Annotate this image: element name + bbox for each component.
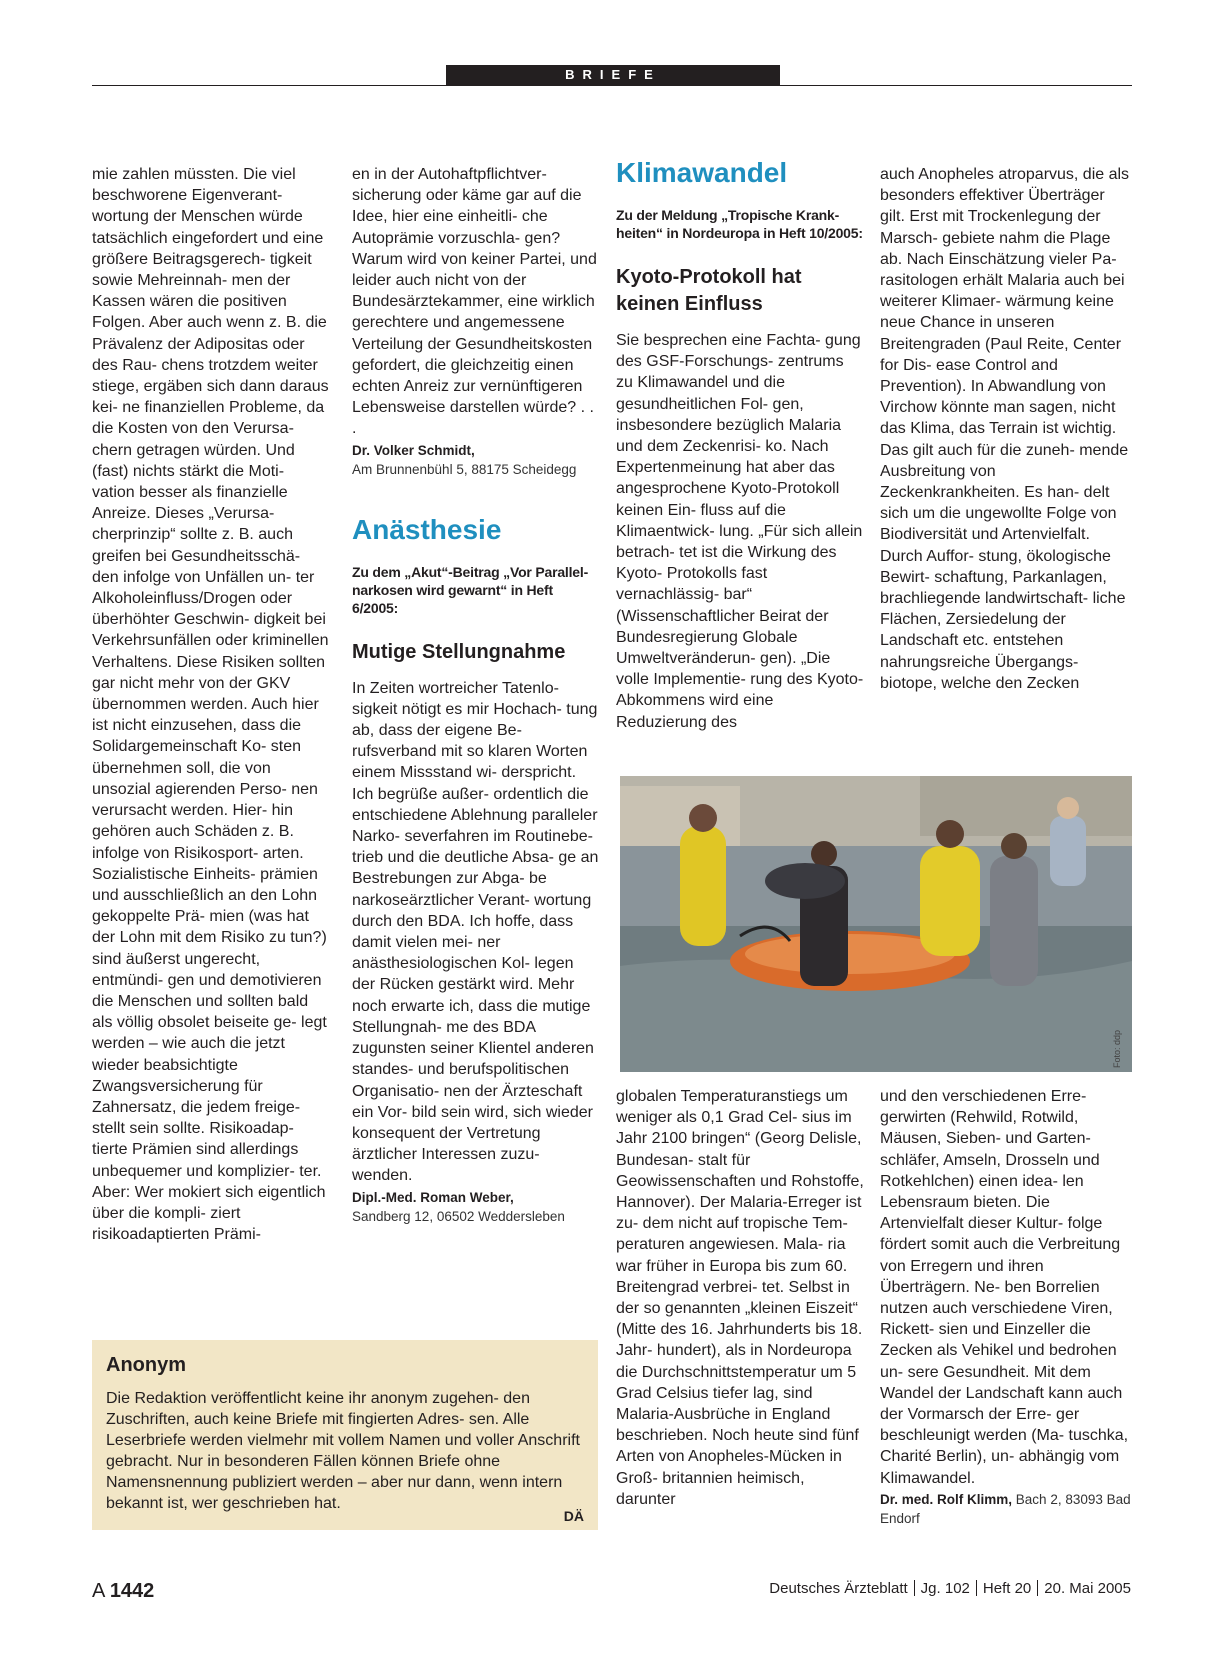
anonymous-notice-box [92,1340,598,1530]
author-signature [880,1490,1132,1528]
column-4 [880,164,1132,694]
reference-intro: Zu der Meldung „Tropische Krank- heiten“ in Nordeuropa in Heft 10/2005: [616,207,863,241]
section-label: BRIEFE [446,65,780,85]
author-address: Bach 2, 83093 Bad Endorf [880,1491,1131,1526]
author-address: Am Brunnenbühl 5, 88175 Scheidegg [352,461,577,477]
reference-intro: Zu dem „Akut“-Beitrag „Vor Parallel- narkosen wird gewarnt“ in Heft 6/2005: [352,563,589,616]
letter-text: globalen Temperaturanstiegs um weniger als 0,1 Grad Cel- sius im Jahr 2100 bringen“ (Georg Delisle, Bundesan- stalt für Geowissenschaften und Rohstoffe, Hannover). Der Malaria-Erreger ist zu- dem nicht auf tropische Tem- peraturen angewiesen. Mala- ria war früher in Europa bis zum 60. Breitengrad verbrei- tet. Selbst in der so genannten „kleinen Eiszeit“ (Mitte des 16. Jahrhunderts bis 18. Jahr- hundert), als in Nordeuropa die Durchschnittstemperatur um 5 Grad Celsius tiefer lag, sind Malaria-Ausbrüche in England beschrieben. Noch heute sind fünf Arten von Anopheles-Mücken in Groß- britannien heimisch, darunter [616,1088,864,1508]
letter-text: Sie besprechen eine Fachta- gung des GSF-Forschungs- zentrums zu Klimawandel und die gesundheitlichen Fol- gen, insbesondere bezüglich Malaria und dem Zeckenrisi- ko. Nach Expertenmeinung hat aber das angesprochene Kyoto-Protokoll keinen Ein- fluss auf die Klimaentwick- lung. „Für sich allein betrach- tet ist die Wirkung des Kyoto- Protokolls fast vernachlässig- bar“ (Wissenschaftlicher Beirat der Bundesregierung Globale Umweltveränderun- gen). „Die volle Implementie- rung des Kyoto-Abkommens wird eine Reduzierung des [616,332,864,731]
rubric-heading: Klimawandel [616,157,788,188]
column-1 [92,164,330,1245]
page-prefix: A [92,1580,105,1602]
separator [914,1580,915,1596]
letter-text: mie zahlen müssten. Die viel beschworene Eigenverant- wortung der Menschen würde tatsächlich eingefordert und eine größere Beitragsgerech- tigkeit sowie Mehreinnah- men der Kassen wären die positiven Folgen. Aber auch wenn z. B. die Prävalenz der Adipositas oder des Rau- chens trotzdem weiter stiege, ergäben sich dann daraus kei- ne finanziellen Probleme, da die Kosten von den Verursa- chern getragen würden. Und (fast) nichts stärkt die Moti- vation besser als finanzielle Anreize. Dieses „Verursa- cherprinzip“ sollte z. B. auch greifen bei Gesundheitsschä- den infolge von Unfällen un- ter Alkoholeinfluss/Drogen oder überhöhter Geschwin- digkeit bei Verkehrsunfällen oder kriminellen Verhaltens. Diese Risiken sollten gar nicht mehr von der GKV übernommen werden. Auch hier ist nicht einzusehen, dass die Solidargemeinschaft Ko- sten übernehmen soll, die von unsozial agierenden Perso- nen verursacht werden. Hier- hin gehören auch Schäden z. B. infolge von Risikosport- arten. Sozialistische Einheits- prämien und ausschließlich an den Lohn gekoppelte Prä- mien (was hat der Lohn mit dem Risiko zu tun?) sind äußerst ungerecht, entmündi- gen und demotivieren die Menschen und sollten bald als völlig obsolet beiseite ge- legt werden – wie auch die jetzt wieder beabsichtigte Zwangsversicherung für Zahnersatz, die jedem freige- stellt sein sollte. Risikoadap- tierte Prämien sind allerdings unbequemer und komplizier- ter. Aber: Wer mokiert sich eigentlich über die kompli- ziert risikoadaptierten Prämi- [92,166,329,1244]
journal-issue: Heft 20 [982,1580,1032,1597]
notice-signature: DÄ [563,1508,584,1524]
notice-text: Die Redaktion veröffentlicht keine ihr anonym zugehen- den Zuschriften, auch keine Briefe mit fingierten Adres- sen. Alle Leserbriefe werden vielmehr mit vollem Namen und voller Anschrift gebracht. Nur in besonderen Fällen können Briefe ohne Namensnennung publiziert werden – aber nur dann, wenn intern bekannt ist, wer geschrieben hat. [106,1390,580,1512]
separator [1037,1580,1038,1596]
letter-text: en in der Autohaftpflichtver- sicherung oder käme gar auf die Idee, hier eine einheitli- che Autoprämie vorzuschla- gen? Warum wird von keiner Partei, und leider auch nicht von der Bundesärztekammer, eine wirklich gerechtere und angemessene Verteilung der Gesundheitskosten gefordert, die gleichzeitig einen echten Anreiz zur vernünftigeren Lebensweise darstellen würde? . . . [352,166,597,438]
journal-volume: Jg. 102 [920,1580,970,1597]
letter-headline: Mutige Stellungnahme [352,640,566,663]
author-name: Dr. med. Rolf Klimm, [880,1491,1013,1507]
column-3-continued [616,1086,864,1510]
author-name: Dipl.-Med. Roman Weber, [352,1189,514,1205]
separator [976,1580,977,1596]
column-2 [352,164,600,1226]
journal-info [769,1580,1131,1597]
letter-text: In Zeiten wortreicher Tatenlo- sigkeit nötigt es mir Hochach- tung ab, dass der eigene Be- rufsverband mit so klaren Worten einem Missstand wi- derspricht. Ich begrüße außer- ordentlich die entschiedene Ablehnung paralleler Narko- severfahren im Routinebe- trieb und die deutliche Absa- ge an Bestrebungen zur Abga- be narkoseärztlicher Verant- wortung durch den BDA. Ich hoffe, dass damit vielen mei- ner anästhesiologischen Kol- legen der Rücken gestärkt wird. Mehr noch erwarte ich, dass die mutige Stellungnah- me des BDA zugunsten seiner Klientel anderen standes- und berufspolitischen Organisatio- nen der Ärzteschaft ein Vor- bild sein wird, sich wieder konsequent der Vertretung ärztlicher Interessen zuzu- wenden. [352,679,599,1185]
header-rule [92,85,1132,86]
page-number [92,1580,154,1603]
letter-text: auch Anopheles atroparvus, die als besonders effektiver Überträger gilt. Erst mit Trockenlegung der Marsch- gebiete nahm die Plage ab. Nach Einschätzung vieler Pa- rasitologen erhält Malaria auch bei weiterer Klimaer- wärmung keine neue Chance in unseren Breitengraden (Paul Reite, Center for Dis- ease Control and Prevention). In Abwandlung von Virchow könnte man sagen, nicht das Klima, das Terrain ist wichtig. Das gilt auch für die zuneh- mende Ausbreitung von Zeckenkrankheiten. Es han- delt sich um die ungewollte Folge von Biodiversität und Artenvielfalt. Durch Auffor- stung, ökologische Bewirt- schaftung, Parkanlagen, brachliegende landwirtschaft- liche Flächen, Zersiedelung der Landschaft etc. entstehen nahrungsreiche Übergangs- biotope, welche den Zecken [880,166,1130,692]
notice-title: Anonym [106,1354,186,1376]
column-4-continued [880,1086,1132,1528]
flood-photo [620,776,1132,1072]
rubric-heading: Anästhesie [352,513,502,545]
journal-date: 20. Mai 2005 [1044,1580,1131,1597]
column-3 [616,156,864,733]
author-name: Dr. Volker Schmidt, [352,442,475,458]
author-address: Sandberg 12, 06502 Weddersleben [352,1208,565,1224]
page-number-value: 1442 [109,1580,155,1602]
photo-credit: Foto: ddp [1112,1029,1122,1068]
letter-headline: Kyoto-Protokoll hat keinen Einfluss [616,266,802,315]
journal-name: Deutsches Ärzteblatt [769,1580,908,1597]
letter-text: und den verschiedenen Erre- gerwirten (Rehwild, Rotwild, Mäusen, Sieben- und Garten- schläfer, Amseln, Drosseln und Rotkehlchen) einen idea- len Lebensraum bieten. Die Artenvielfalt dieser Kultur- folge fördert somit auch die Verbreitung von Erregern und ihren Überträgern. Ne- ben Borrelien nutzen auch verschiedene Viren, Rickett- sien und Einzeller die Zecken als Vehikel und bedrohen un- sere Gesundheit. Mit dem Wandel der Landschaft kann auch der Vormarsch der Erre- ger beschleunigt werden (Ma- tuschka, Charité Berlin), un- abhängig vom Klimawandel. [880,1088,1129,1487]
